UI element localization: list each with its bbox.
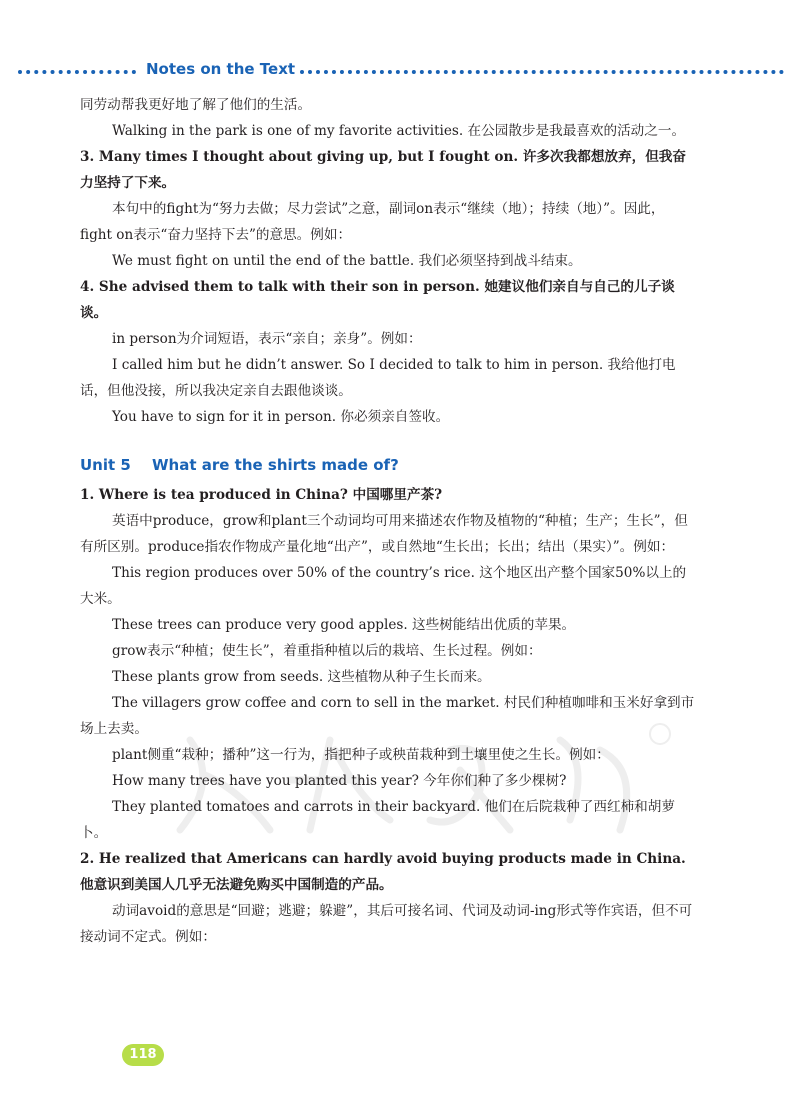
unit-heading xyxy=(80,452,696,478)
note-paragraph: The villagers grow coffee and corn to sell in the market. 村民们种植咖啡和玉米好拿到市场上去卖。 xyxy=(80,695,695,737)
header-dots-right xyxy=(300,70,784,74)
note-paragraph: You have to sign for it in person. 你必须亲自签收。 xyxy=(112,409,450,425)
note-paragraph: How many trees have you planted this year? 今年你们种了多少棵树? xyxy=(112,773,567,789)
note-paragraph: I called him but he didn’t answer. So I decided to talk to him in person. 我给他打电话，但他没接，所以我决定亲自去跟他谈谈。 xyxy=(80,357,676,399)
note-paragraph: They planted tomatoes and carrots in their backyard. 他们在后院栽种了西红柿和胡萝卜。 xyxy=(80,799,675,841)
note-paragraph: This region produces over 50% of the country’s rice. 这个地区出产整个国家50%以上的大米。 xyxy=(80,565,687,607)
note-paragraph: 英语中produce，grow和plant三个动词均可用来描述农作物及植物的“种植；生产；生长”，但有所区别。produce指农作物成产量化地“出产”，或自然地“生长出；长出；结出（果实）”。例如： xyxy=(80,513,688,555)
header-title: Notes on the Text xyxy=(146,60,296,78)
running-header xyxy=(0,58,800,84)
note-heading: 2. He realized that Americans can hardly avoid buying products made in China. 他意识到美国人几乎无法避免购买中国制造的产品。 xyxy=(80,851,686,893)
note-paragraph: in person为介词短语，表示“亲自；亲身”。例如： xyxy=(112,331,422,347)
note-paragraph: We must fight on until the end of the battle. 我们必须坚持到战斗结束。 xyxy=(112,253,582,269)
note-paragraph: These trees can produce very good apples. 这些树能结出优质的苹果。 xyxy=(112,617,576,633)
note-heading: 4. She advised them to talk with their son in person. 她建议他们亲自与自己的儿子谈谈。 xyxy=(80,279,675,321)
note-paragraph: These plants grow from seeds. 这些植物从种子生长而来。 xyxy=(112,669,491,685)
unit-number: Unit 5 xyxy=(80,456,131,474)
note-paragraph: 同劳动帮我更好地了解了他们的生活。 xyxy=(80,97,312,113)
note-paragraph: plant侧重“栽种；播种”这一行为，指把种子或秧苗栽种到土壤里使之生长。例如： xyxy=(112,747,610,763)
note-paragraph: Walking in the park is one of my favorite activities. 在公园散步是我最喜欢的活动之一。 xyxy=(112,123,686,139)
header-dots-left xyxy=(18,70,136,74)
page-number: 118 xyxy=(122,1044,164,1066)
note-paragraph: grow表示“种植；使生长”，着重指种植以后的栽培、生长过程。例如： xyxy=(112,643,542,659)
unit-title: What are the shirts made of? xyxy=(152,456,399,474)
note-paragraph: 动词avoid的意思是“回避；逃避；躲避”，其后可接名词、代词及动词-ing形式等作宾语，但不可接动词不定式。例如： xyxy=(80,903,693,945)
page-body xyxy=(80,92,696,950)
note-heading: 3. Many times I thought about giving up, but I fought on. 许多次我都想放弃，但我奋力坚持了下来。 xyxy=(80,149,686,191)
note-heading: 1. Where is tea produced in China? 中国哪里产茶? xyxy=(80,487,443,503)
note-paragraph: 本句中的fight为“努力去做；尽力尝试”之意，副词on表示“继续（地）；持续（地）”。因此，fight on表示“奋力坚持下去”的意思。例如： xyxy=(80,201,665,243)
